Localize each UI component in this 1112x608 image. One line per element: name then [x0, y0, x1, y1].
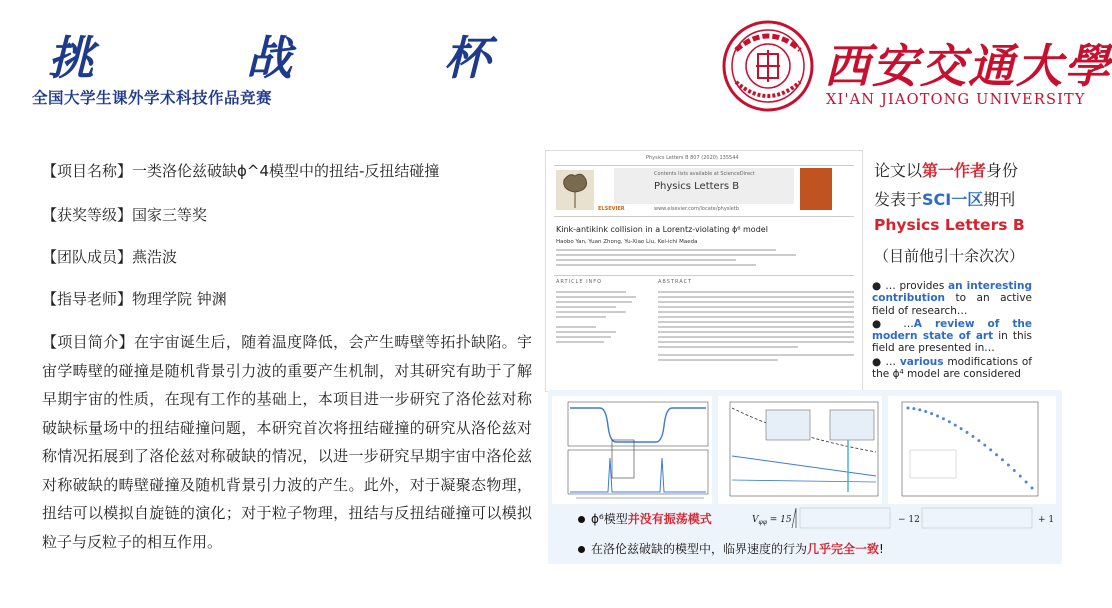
tiaozhanbei-subtitle: 全国大学生课外学术科技作品竞赛 — [32, 89, 273, 107]
team-value: 燕浩波 — [132, 248, 178, 266]
team-line — [42, 246, 177, 267]
paper-title: Kink-antikink collision in a Lorentz-violating ϕ⁶ model — [556, 225, 768, 234]
velocity-point — [1019, 475, 1022, 478]
journal-cover-icon — [800, 168, 832, 210]
sci-zone-highlight: SCI一区 — [922, 190, 984, 209]
paper-journal-banner — [614, 168, 794, 204]
paper-authors: Haobo Yan, Yuan Zhong, Yu-Xiao Liu, Kei-ichi Maeda — [556, 239, 698, 245]
university-name-en: XI'AN JIAOTONG UNIVERSITY — [826, 92, 1086, 108]
citations-note: （目前他引十余次次） — [874, 247, 1025, 265]
potential-formula — [748, 504, 1058, 532]
pub-line2-c: 期刊 — [983, 190, 1016, 209]
tiaozhanbei-logo — [30, 22, 559, 117]
paper-affiliations — [556, 249, 796, 266]
paper-publisher: ELSEVIER — [598, 206, 625, 212]
velocity-point — [977, 439, 980, 442]
kink-profile-plot — [552, 396, 712, 504]
paper-contents-line: Contents lists available at ScienceDirect — [654, 171, 755, 177]
review-quote-1: ● … provides an interesting contribution to an active field of research… — [872, 280, 1033, 317]
intro-label: 【项目简介】 — [42, 333, 134, 351]
elsevier-tree-icon — [556, 170, 594, 210]
results-panel — [548, 390, 1062, 564]
velocity-point — [942, 417, 945, 420]
critical-velocity-plot — [888, 396, 1056, 504]
velocity-point — [1013, 469, 1016, 472]
advisor-line — [42, 288, 227, 309]
intro-text: 在宇宙诞生后，随着温度降低，会产生畴壁等拓扑缺陷。宇宙学畴壁的碰撞是随机背景引力波的重要产生机制，对其研究有助于了解早期宇宙的性质，在现有工作的基础上，本项目进一步研究了洛伦兹对称破缺标量场中的扭结碰撞问题，本研究首次将扭结碰撞的研究从洛伦兹对称情况拓展到了洛伦兹对称破缺的情况，以进一步研究早期宇宙中洛伦兹对称破缺的畴壁碰撞及随机背景引力波的产生。此外，对于凝聚态物理，扭结可以模拟自旋链的演化；对于粒子物理，扭结与反扭结碰撞可以模拟粒子与反粒子的相互作用。 — [42, 333, 532, 551]
potential-plot — [718, 396, 882, 504]
first-author-highlight: 第一作者 — [922, 161, 987, 180]
advisor-value: 物理学院 钟渊 — [132, 290, 227, 308]
award-value: 国家三等奖 — [132, 206, 208, 224]
velocity-point — [930, 412, 933, 415]
velocity-point — [907, 407, 910, 410]
velocity-point — [912, 407, 915, 410]
award-line — [42, 204, 207, 225]
velocity-point — [948, 420, 951, 423]
conclusion-2: 在洛伦兹破缺的模型中，临界速度的行为几乎完全一致! — [578, 540, 884, 557]
paper-journal-name: Physics Letters B — [654, 181, 740, 192]
team-label: 【团队成员】 — [42, 248, 133, 266]
award-label: 【获奖等级】 — [42, 206, 133, 224]
pub-line2-a: 发表于 — [874, 190, 923, 209]
bullet-dot-icon — [578, 516, 585, 523]
conclusion-1: ϕ⁶模型并没有振荡模式 — [578, 510, 712, 527]
university-seal-icon — [722, 20, 814, 112]
publication-line-1 — [874, 158, 1018, 181]
velocity-point — [918, 408, 921, 411]
paper-thumbnail — [545, 150, 863, 392]
svg-text:+ 1: + 1 — [1038, 515, 1055, 525]
university-name-cn: 西安交通大學 — [824, 39, 1112, 93]
publication-line-2 — [874, 187, 1015, 210]
paper-homepage: www.elsevier.com/locate/physletb — [654, 206, 740, 212]
review-quote-2: ● …A review of the modern state of art in this field are presented in… — [872, 317, 1032, 355]
velocity-point — [1031, 487, 1034, 490]
velocity-point — [983, 444, 986, 447]
pub-line1-c: 身份 — [986, 161, 1019, 180]
review-quotes — [872, 280, 1032, 381]
xjtu-logo — [722, 20, 1112, 120]
velocity-point — [966, 431, 969, 434]
svg-text:Vφφ = 15: $V_{\varphi\varphi} = 15$ — [752, 515, 792, 526]
paper-masthead — [554, 165, 854, 217]
svg-text:− 12: − 12 — [898, 515, 920, 525]
paper-abstract-label: ABSTRACT — [658, 279, 693, 285]
paper-abstract-body — [658, 291, 854, 361]
review-quote-3: ● … various modifications of the ϕ⁴ model are considered — [872, 355, 1033, 381]
velocity-point — [1025, 480, 1028, 483]
advisor-label: 【指导老师】 — [42, 290, 133, 308]
bullet-dot-icon — [578, 546, 585, 553]
project-intro — [42, 328, 532, 556]
velocity-point — [1007, 464, 1010, 467]
project-name-line — [42, 160, 439, 181]
journal-name-highlight: Physics Letters B — [874, 216, 1025, 234]
paper-journal-header: Physics Letters B 807 (2020) 135544 — [646, 155, 739, 161]
paper-article-info-body — [556, 291, 636, 343]
project-name-value: 一类洛伦兹破缺ϕ^4模型中的扭结-反扭结碰撞 — [132, 162, 440, 180]
velocity-point — [924, 410, 927, 413]
pub-line1-a: 论文以 — [874, 161, 923, 180]
paper-article-info-label: ARTICLE INFO — [556, 279, 603, 285]
velocity-point — [954, 424, 957, 427]
project-name-label: 【项目名称】 — [42, 162, 133, 180]
tiaozhanbei-title: 挑 战 杯 — [48, 31, 559, 85]
velocity-point — [971, 435, 974, 438]
velocity-point — [1001, 458, 1004, 461]
velocity-point — [960, 427, 963, 430]
velocity-point — [989, 448, 992, 451]
velocity-point — [995, 453, 998, 456]
velocity-point — [936, 415, 939, 418]
